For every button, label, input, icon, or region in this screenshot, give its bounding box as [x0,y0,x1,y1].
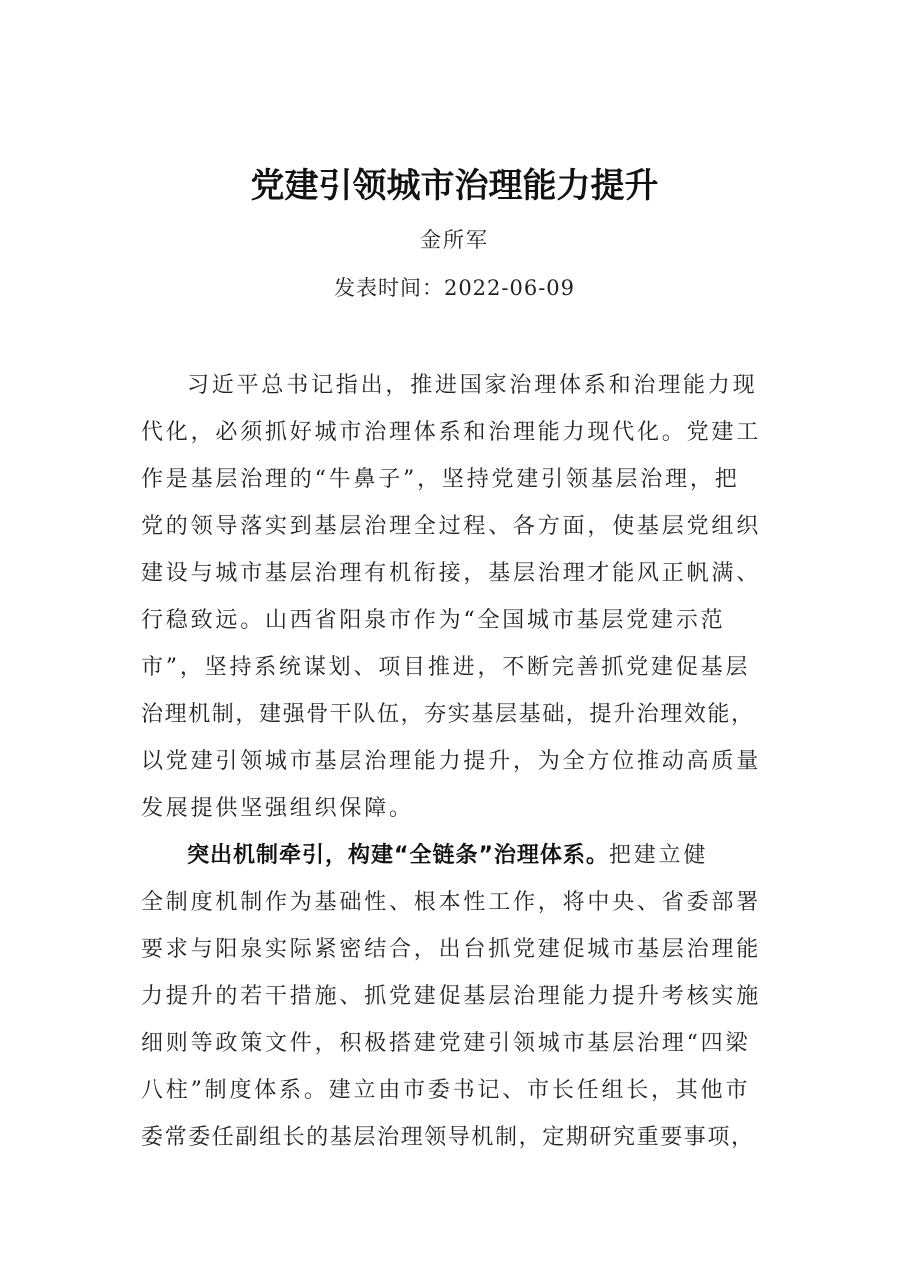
paragraph-line: 发展提供坚强组织保障。 [141,796,414,821]
document-title: 党建引领城市治理能力提升 [250,166,659,206]
paragraph-line: 要求与阳泉实际紧密结合，出台抓党建促城市基层治理能 [141,937,762,962]
section-heading: 突出机制牵引，构建“全链条”治理体系。 [187,843,609,868]
paragraph-line: 力提升的若干措施、抓党建促基层治理能力提升考核实施 [141,984,762,1009]
paragraph-1 [141,362,763,832]
paragraph-line: 八柱”制度体系。建立由市委书记、市长任组长，其他市 [141,1078,751,1103]
paragraph-line: 作是基层治理的“牛鼻子”，坚持党建引领基层治理，把 [141,467,740,492]
paragraph-line: 以党建引领城市基层治理能力提升，为全方位推动高质量 [141,749,762,774]
publish-date: 发表时间：2022-06-09 [333,276,576,300]
paragraph-line-rest: 把建立健 [608,843,709,868]
paragraph-first-line [141,832,763,879]
paragraph-line: 习近平总书记指出，推进国家治理体系和治理能力现 [187,373,758,398]
paragraph-line: 行稳致远。山西省阳泉市作为“全国城市基层党建示范 [141,608,726,633]
article-body [141,362,763,1161]
paragraph-line: 细则等政策文件，积极搭建党建引领城市基层治理“四梁 [141,1031,751,1056]
paragraph-line: 委常委任副组长的基层治理领导机制，定期研究重要事项， [141,1125,755,1150]
paragraph-line: 代化，必须抓好城市治理体系和治理能力现代化。党建工 [141,420,762,445]
paragraph-line: 建设与城市基层治理有机衔接，基层治理才能风正帆满、 [141,561,762,586]
paragraph-line: 党的领导落实到基层治理全过程、各方面，使基层党组织 [141,514,762,539]
paragraph-line: 市”，坚持系统谋划、项目推进，不断完善抓党建促基层 [141,655,751,680]
paragraph-line: 全制度机制作为基础性、根本性工作，将中央、省委部署 [141,890,762,915]
author-name: 金所军 [420,228,489,252]
paragraph-2 [141,832,763,1161]
paragraph-line: 治理机制，建强骨干队伍，夯实基层基础，提升治理效能， [141,702,755,727]
